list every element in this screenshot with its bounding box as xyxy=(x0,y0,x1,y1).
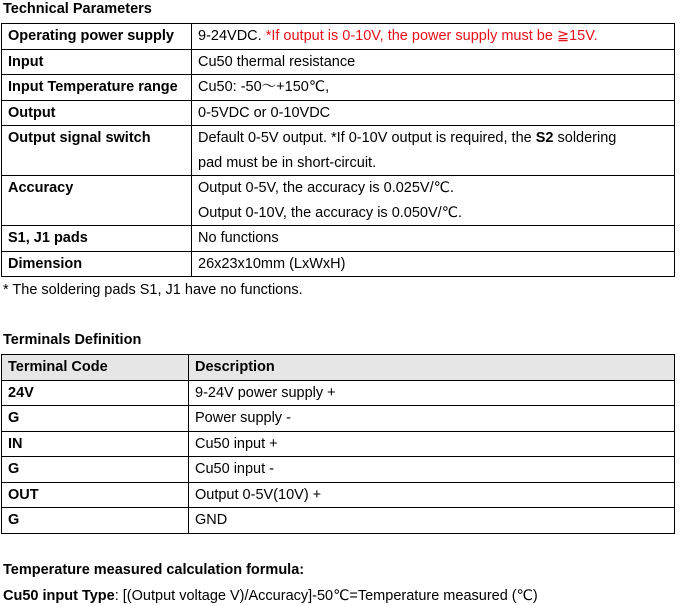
terminal-code: G xyxy=(2,508,189,534)
terminal-description: Cu50 input - xyxy=(189,457,675,483)
table-row xyxy=(2,431,675,457)
param-value: Output 0-5V, the accuracy is 0.025V/℃. Output 0-10V, the accuracy is 0.050V/℃. xyxy=(192,176,675,226)
formula-line xyxy=(3,588,538,604)
param-value: 0-5VDC or 0-10VDC xyxy=(192,100,675,126)
param-value: No functions xyxy=(192,226,675,252)
table-row xyxy=(2,508,675,534)
table-row xyxy=(2,226,675,252)
power-warning-text: *If output is 0-10V, the power supply must be ≧15V. xyxy=(265,28,598,44)
table-row xyxy=(2,482,675,508)
param-value: 26x23x10mm (LxWxH) xyxy=(192,251,675,277)
param-label: Dimension xyxy=(2,251,192,277)
terminals-table xyxy=(1,354,675,534)
table-row xyxy=(2,24,675,50)
header-description: Description xyxy=(189,355,675,381)
table-row xyxy=(2,457,675,483)
param-label: Accuracy xyxy=(2,176,192,226)
header-terminal-code: Terminal Code xyxy=(2,355,189,381)
terminal-code: G xyxy=(2,406,189,432)
terminal-description: Power supply - xyxy=(189,406,675,432)
table-row xyxy=(2,49,675,75)
param-value: Default 0-5V output. *If 0-10V output is required, the S2 soldering pad must be in short-circuit. xyxy=(192,126,675,176)
table-header-row xyxy=(2,355,675,381)
terminal-description: 9-24V power supply + xyxy=(189,380,675,406)
terminal-description: Output 0-5V(10V) + xyxy=(189,482,675,508)
param-label: Output xyxy=(2,100,192,126)
table-row xyxy=(2,406,675,432)
param-label: Input xyxy=(2,49,192,75)
param-value: Cu50 thermal resistance xyxy=(192,49,675,75)
terminal-code: OUT xyxy=(2,482,189,508)
formula-text: : [(Output voltage V)/Accuracy]-50℃=Temperature measured (℃) xyxy=(114,588,538,604)
table-row xyxy=(2,380,675,406)
technical-parameters-table xyxy=(1,23,675,277)
formula-label: Cu50 input Type xyxy=(3,588,115,604)
param-value: 9-24VDC. *If output is 0-10V, the power supply must be ≧15V. xyxy=(192,24,675,50)
solder-pad-note: * The soldering pads S1, J1 have no functions. xyxy=(3,282,303,298)
terminal-code: G xyxy=(2,457,189,483)
table-row xyxy=(2,100,675,126)
table-row xyxy=(2,176,675,226)
param-label: Input Temperature range xyxy=(2,75,192,101)
terminals-heading: Terminals Definition xyxy=(3,332,142,348)
terminal-description: GND xyxy=(189,508,675,534)
table-row xyxy=(2,126,675,176)
terminal-code: IN xyxy=(2,431,189,457)
formula-heading: Temperature measured calculation formula: xyxy=(3,562,305,578)
param-label: S1, J1 pads xyxy=(2,226,192,252)
param-label: Operating power supply xyxy=(2,24,192,50)
table-row xyxy=(2,75,675,101)
technical-parameters-heading: Technical Parameters xyxy=(3,1,152,17)
param-label: Output signal switch xyxy=(2,126,192,176)
terminal-description: Cu50 input + xyxy=(189,431,675,457)
watermark xyxy=(170,320,215,351)
terminal-code: 24V xyxy=(2,380,189,406)
table-row xyxy=(2,251,675,277)
param-value: Cu50: -50～+150℃, xyxy=(192,75,675,101)
